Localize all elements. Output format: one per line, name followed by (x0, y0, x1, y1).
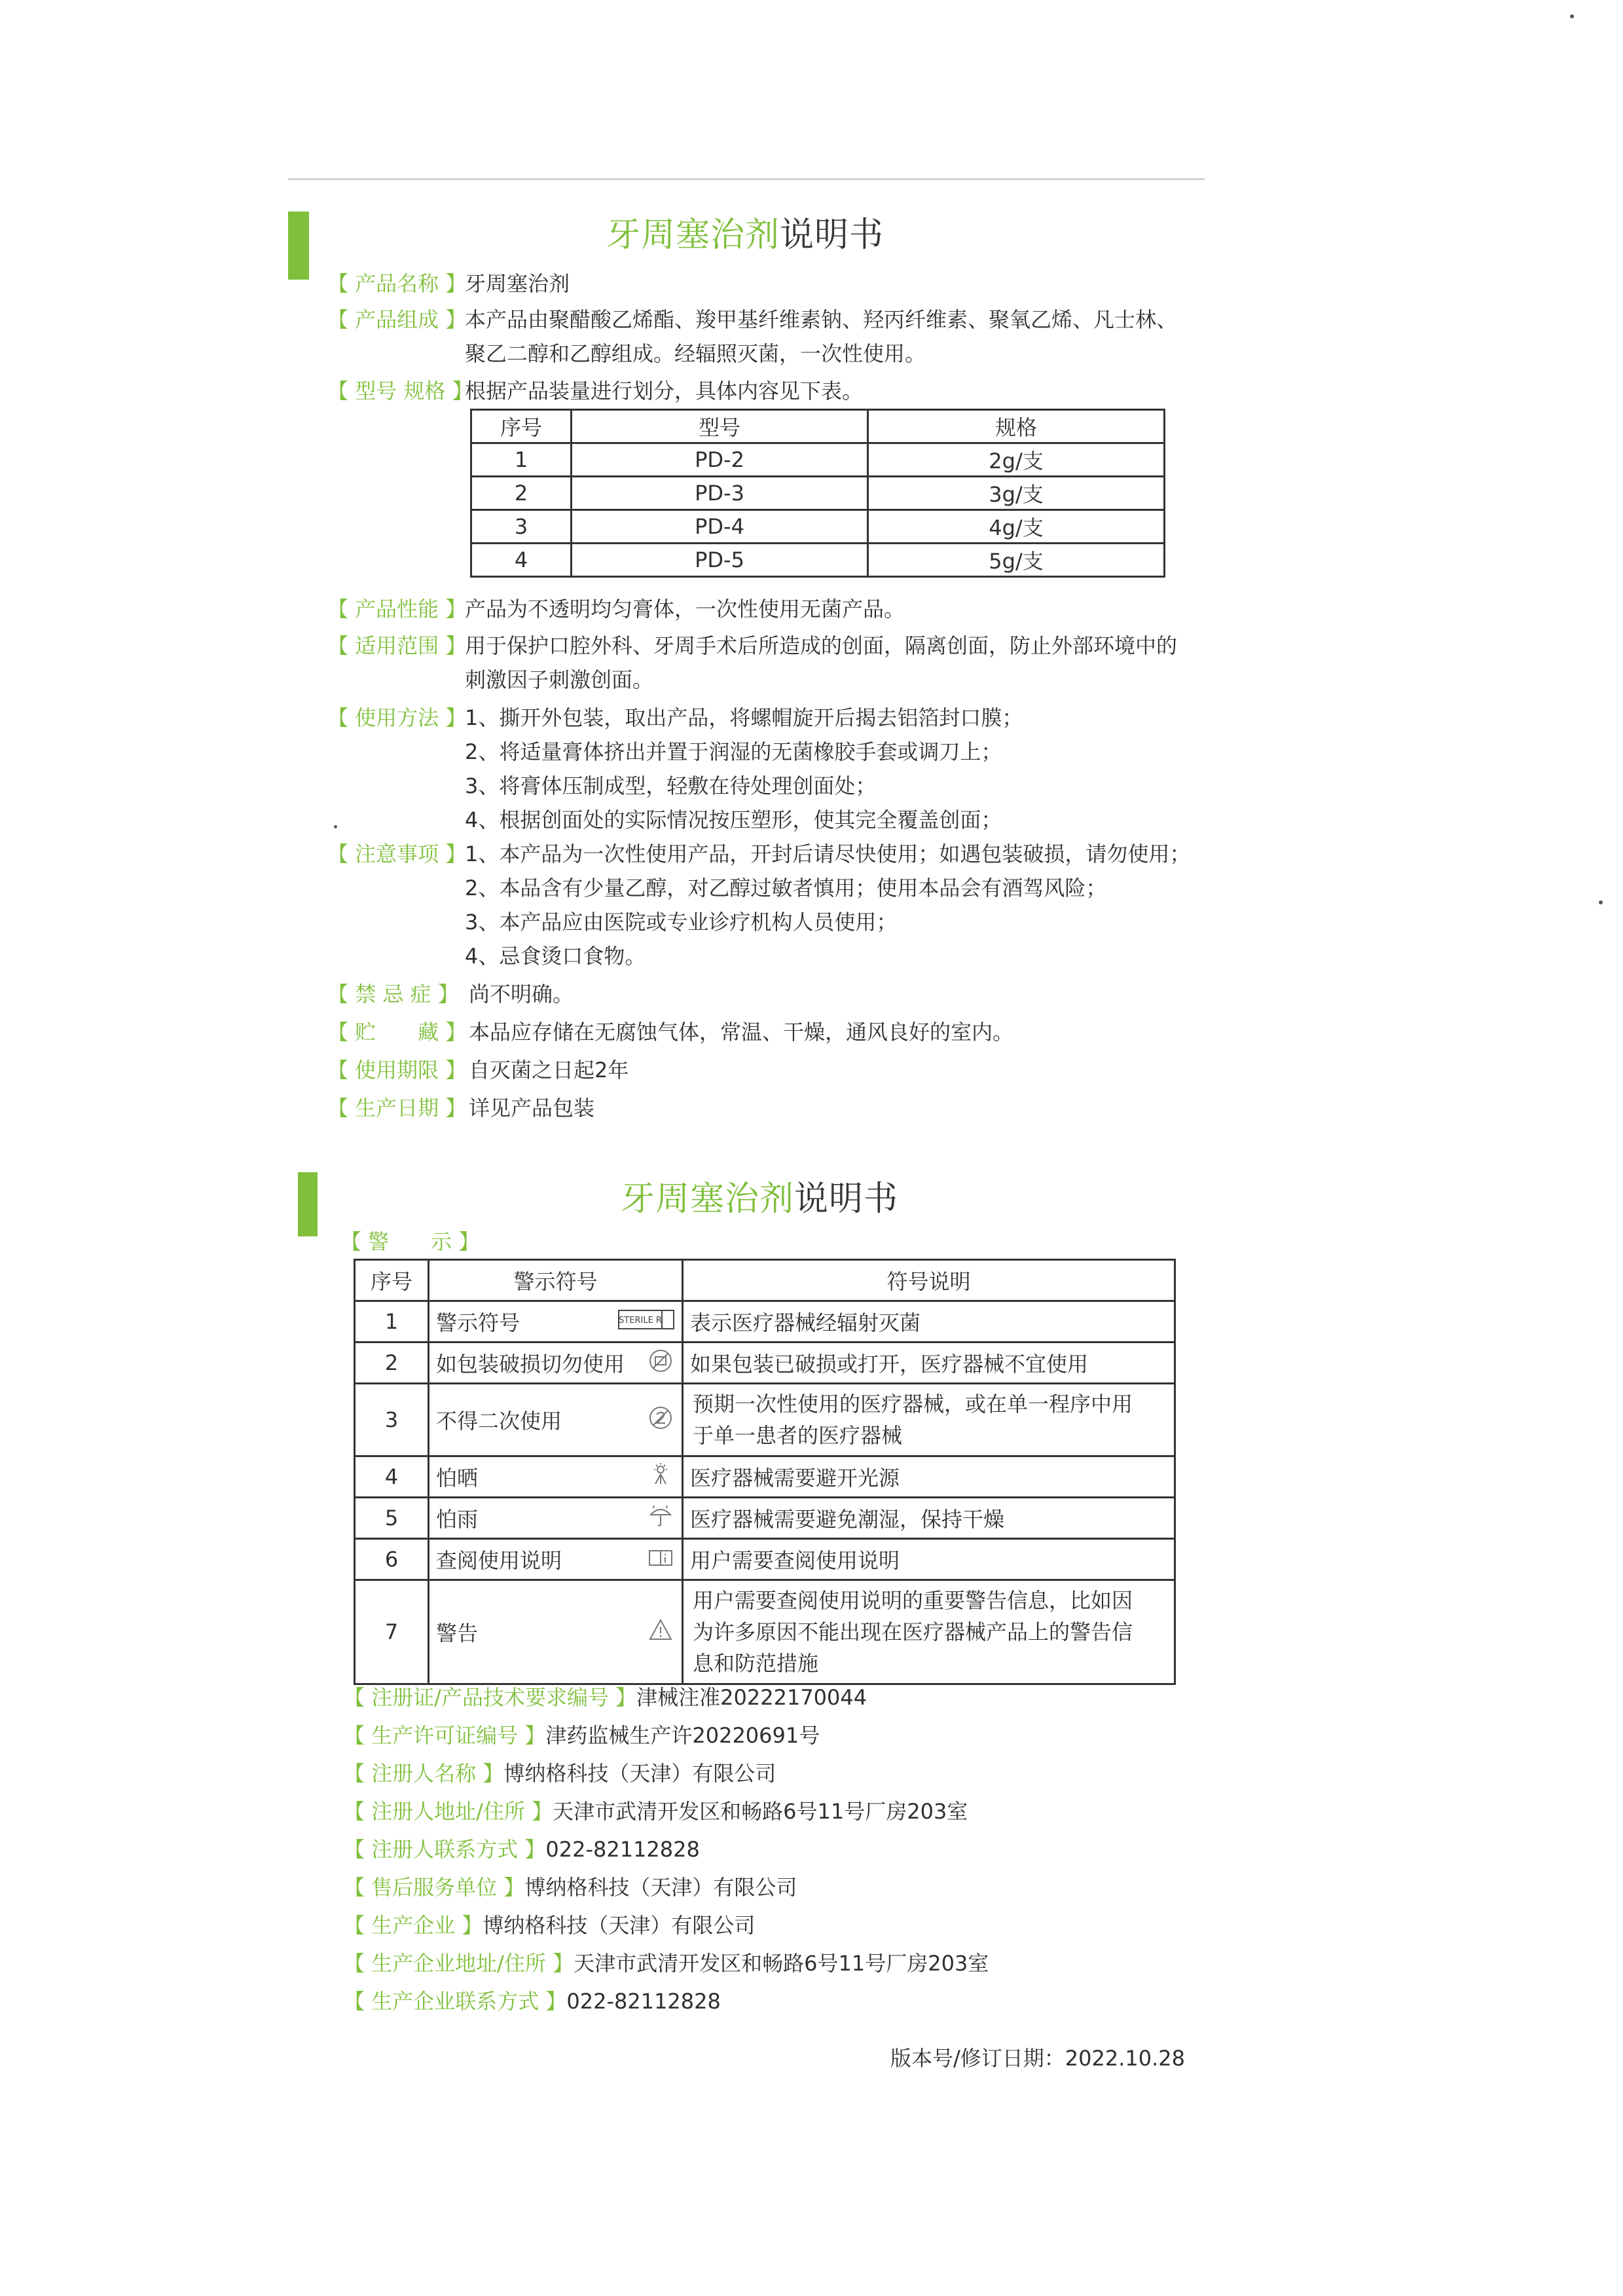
table-cell: 医疗器械需要避免潮湿，保持干燥 (683, 1498, 1175, 1539)
field-scope-cont: 刺激因子刺激创面。 (465, 667, 654, 692)
reg-service-unit: 【 售后服务单位 】博纳格科技（天津）有限公司 (344, 1875, 797, 1900)
table-cell: 6 (355, 1539, 429, 1580)
scan-speck (334, 825, 337, 828)
keep-away-sunlight-icon (646, 1462, 675, 1488)
table-cell: 4 (471, 544, 572, 577)
field-validity: 【 使用期限 】 自灭菌之日起2年 (327, 1058, 629, 1083)
list-item: 2、本品含有少量乙醇，对乙醇过敏者慎用；使用本品会有酒驾风险； (465, 876, 1107, 900)
table-cell: 5g/支 (868, 544, 1165, 577)
table-cell: 表示医疗器械经辐射灭菌 (683, 1301, 1175, 1342)
field-composition: 【 产品组成 】本产品由聚醋酸乙烯酯、羧甲基纤维素钠、羟丙纤维素、聚氧乙烯、凡士林、 (327, 307, 1178, 332)
symbol-name: 怕晒 (436, 1466, 479, 1491)
symbol-name: 警示符号 (436, 1310, 520, 1335)
section-title: 牙周塞治剂说明书 (621, 1179, 899, 1219)
table-row (355, 1384, 1175, 1456)
header-cell: 序号 (355, 1260, 429, 1301)
warning-label: 【 警 示 】 (340, 1229, 480, 1254)
section-accent-bar (298, 1172, 318, 1236)
section-accent-bar (288, 212, 309, 280)
header-cell: 警示符号 (429, 1260, 683, 1301)
table-cell (429, 1580, 683, 1684)
table-cell (683, 1384, 1175, 1456)
list-item: 3、本产品应由医院或专业诊疗机构人员使用； (465, 910, 898, 935)
symbol-name: 警告 (436, 1621, 479, 1646)
table-row (355, 1456, 1175, 1498)
cell-line: 于单一患者的医疗器械 (693, 1423, 903, 1448)
sterile-icon-text: STERILE R (619, 1316, 662, 1325)
table-cell: 3g/支 (868, 477, 1165, 510)
do-not-reuse-icon (646, 1405, 675, 1431)
table-row (355, 1580, 1175, 1684)
field-scope: 【 适用范围 】用于保护口腔外科、牙周手术后所造成的创面，隔离创面，防止外部环境中的 (327, 633, 1178, 658)
table-cell: PD-4 (572, 510, 868, 544)
reg-registration-no: 【 注册证/产品技术要求编号 】津械注准20222170044 (344, 1685, 867, 1710)
list-item: 4、根据创面处的实际情况按压塑形，使其完全覆盖创面； (465, 807, 1002, 832)
header-cell: 规格 (868, 410, 1165, 443)
consult-instructions-icon (646, 1544, 675, 1570)
table-cell: 2g/支 (868, 443, 1165, 477)
field-storage: 【 贮 藏 】 本品应存储在无腐蚀气体，常温、干燥，通风良好的室内。 (327, 1020, 1014, 1045)
symbol-name: 不得二次使用 (436, 1409, 562, 1434)
warning-symbol-table (354, 1259, 1176, 1685)
field-contraindication: 【 禁 忌 症 】 尚不明确。 (327, 982, 574, 1007)
table-cell (429, 1301, 683, 1342)
symbol-name: 查阅使用说明 (436, 1548, 562, 1573)
table-cell: 2 (471, 477, 572, 510)
reg-manufacturer: 【 生产企业 】博纳格科技（天津）有限公司 (344, 1913, 756, 1938)
table-row (355, 1301, 1175, 1342)
table-cell (429, 1342, 683, 1384)
table-cell (429, 1498, 683, 1539)
field-precautions-steps (465, 871, 1106, 973)
top-rule (288, 178, 1205, 180)
field-product-name: 【 产品名称 】牙周塞治剂 (327, 271, 570, 296)
header-cell: 序号 (471, 410, 572, 443)
table-cell: PD-2 (572, 443, 868, 477)
table-row (471, 510, 1165, 544)
table-cell (429, 1456, 683, 1498)
cell-line: 用户需要查阅使用说明的重要警告信息，比如因 (693, 1588, 1133, 1613)
list-item: 2、将适量膏体挤出并置于润湿的无菌橡胶手套或调刀上； (465, 739, 1002, 764)
reg-license-no: 【 生产许可证编号 】津药监械生产许20220691号 (344, 1723, 820, 1748)
table-row (471, 544, 1165, 577)
reg-registrant-name: 【 注册人名称 】博纳格科技（天津）有限公司 (344, 1761, 776, 1786)
cell-line: 为许多原因不能出现在医疗器械产品上的警告信 (693, 1620, 1133, 1644)
table-row (355, 1539, 1175, 1580)
sterile-r-icon (617, 1306, 675, 1333)
table-cell: 1 (355, 1301, 429, 1342)
table-cell: 4 (355, 1456, 429, 1498)
symbol-name: 怕雨 (436, 1507, 479, 1532)
field-usage: 【 使用方法 】1、撕开外包装，取出产品，将螺帽旋开后揭去铝箔封口膜； (327, 705, 1023, 730)
field-usage-steps (465, 735, 1002, 837)
reg-registrant-contact: 【 注册人联系方式 】022-82112828 (344, 1837, 700, 1862)
table-cell: 7 (355, 1580, 429, 1684)
table-row (355, 1498, 1175, 1539)
scan-speck (1599, 900, 1603, 904)
header-cell: 型号 (572, 410, 868, 443)
field-performance: 【 产品性能 】产品为不透明均匀膏体，一次性使用无菌产品。 (327, 597, 905, 621)
table-cell: PD-3 (572, 477, 868, 510)
version-date: 版本号/修订日期：2022.10.28 (890, 2046, 1186, 2071)
reg-manufacturer-address: 【 生产企业地址/住所 】天津市武清开发区和畅路6号11号厂房203室 (344, 1951, 989, 1976)
cell-line: 息和防范措施 (693, 1651, 819, 1676)
table-cell (683, 1580, 1175, 1684)
cell-line: 预期一次性使用的医疗器械，或在单一程序中用 (693, 1392, 1133, 1416)
table-cell: 3 (355, 1384, 429, 1456)
scan-speck (1570, 14, 1574, 18)
spec-table (470, 409, 1165, 578)
table-cell: 5 (355, 1498, 429, 1539)
do-not-use-damaged-icon (646, 1348, 675, 1374)
table-cell: 如果包装已破损或打开，医疗器械不宜使用 (683, 1342, 1175, 1384)
list-item: 3、将膏体压制成型，轻敷在待处理创面处； (465, 773, 877, 798)
field-model-spec: 【 型号 规格 】根据产品装量进行划分，具体内容见下表。 (327, 379, 864, 403)
table-cell: 3 (471, 510, 572, 544)
table-row (471, 443, 1165, 477)
field-precautions: 【 注意事项 】1、本产品为一次性使用产品，开封后请尽快使用；如遇包装破损，请勿使用； (327, 842, 1191, 866)
symbol-name: 如包装破损切勿使用 (436, 1352, 625, 1377)
table-cell: 4g/支 (868, 510, 1165, 544)
field-composition-cont: 聚乙二醇和乙醇组成。经辐照灭菌，一次性使用。 (465, 341, 926, 366)
warning-icon (646, 1617, 675, 1643)
table-cell: 2 (355, 1342, 429, 1384)
table-cell: PD-5 (572, 544, 868, 577)
table-cell: 医疗器械需要避开光源 (683, 1456, 1175, 1498)
list-item: 4、忌食烫口食物。 (465, 944, 646, 969)
page-title: 牙周塞治剂说明书 (606, 215, 884, 255)
table-header-row (355, 1260, 1175, 1301)
reg-manufacturer-contact: 【 生产企业联系方式 】022-82112828 (344, 1989, 721, 2014)
reg-registrant-address: 【 注册人地址/住所 】天津市武清开发区和畅路6号11号厂房203室 (344, 1799, 968, 1824)
table-cell (429, 1384, 683, 1456)
table-cell: 用户需要查阅使用说明 (683, 1539, 1175, 1580)
field-production-date: 【 生产日期 】 详见产品包装 (327, 1096, 595, 1120)
keep-dry-icon (646, 1503, 675, 1529)
table-cell: 1 (471, 443, 572, 477)
table-cell (429, 1539, 683, 1580)
table-header-row (471, 410, 1165, 443)
header-cell: 符号说明 (683, 1260, 1175, 1301)
table-row (471, 477, 1165, 510)
table-row (355, 1342, 1175, 1384)
